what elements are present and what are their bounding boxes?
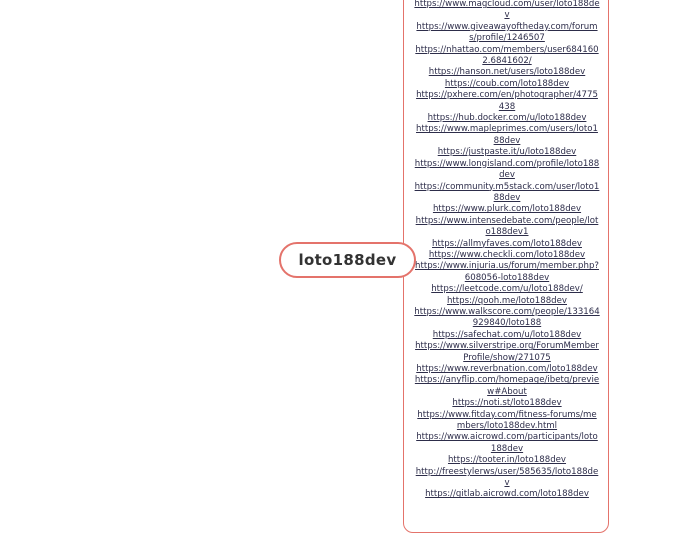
- link-item[interactable]: https://www.checkli.com/loto188dev: [428, 249, 586, 260]
- link-item[interactable]: https://noti.st/loto188dev: [452, 398, 562, 409]
- link-item[interactable]: https://www.magcloud.com/user/loto188dev: [414, 0, 600, 21]
- central-topic[interactable]: [279, 242, 416, 278]
- link-item[interactable]: https://community.m5stack.com/user/loto188dev: [414, 181, 600, 203]
- link-item[interactable]: https://www.reverbnation.com/loto188dev: [416, 364, 598, 374]
- link-item[interactable]: https://hub.docker.com/u/loto188dev: [427, 113, 587, 124]
- link-item[interactable]: https://allmyfaves.com/loto188dev: [432, 238, 582, 249]
- link-item[interactable]: https://www.plurk.com/loto188dev: [432, 204, 582, 215]
- link-item[interactable]: https://leetcode.com/u/loto188dev/: [431, 284, 583, 295]
- link-item[interactable]: https://www.intensedebate.com/people/loto188dev1: [415, 215, 599, 238]
- link-item[interactable]: https://qooh.me/loto188dev: [446, 295, 567, 306]
- link-item[interactable]: https://hanson.net/users/loto188dev: [428, 67, 586, 78]
- link-item[interactable]: http://freestylerws/user/585635/loto188dev: [415, 466, 599, 489]
- link-item[interactable]: https://www.aicrowd.com/participants/loto188dev: [416, 432, 598, 454]
- link-item[interactable]: https://gitlab.aicrowd.com/loto188dev: [425, 489, 589, 500]
- central-topic-label: loto188dev: [298, 251, 397, 269]
- link-item[interactable]: https://www.silverstripe.org/ForumMemberProfile/show/271075: [415, 341, 599, 363]
- link-item[interactable]: https://nhattao.com/members/user6841602.6841602/: [415, 44, 599, 67]
- link-item[interactable]: https://www.fitday.com/fitness-forums/members/loto188dev.html: [417, 409, 597, 432]
- link-item[interactable]: https://www.injuria.us/forum/member.php?608056-loto188dev: [415, 261, 599, 283]
- link-item[interactable]: https://anyflip.com/homepage/ibetq/preview#About: [414, 375, 600, 397]
- link-item[interactable]: https://www.walkscore.com/people/133164929840/loto188: [414, 306, 600, 329]
- link-item[interactable]: https://safechat.com/u/loto188dev: [432, 329, 582, 340]
- link-item[interactable]: https://www.giveawayoftheday.com/forums/profile/1246507: [416, 21, 598, 44]
- link-item[interactable]: https://www.longisland.com/profile/loto188dev: [414, 158, 600, 181]
- link-item[interactable]: https://pxhere.com/en/photographer/4775438: [416, 90, 598, 112]
- links-topic-text: [414, 0, 600, 501]
- link-item[interactable]: https://coub.com/loto188dev: [444, 78, 570, 89]
- link-item[interactable]: https://justpaste.it/u/loto188dev: [437, 147, 577, 158]
- link-item[interactable]: https://www.mapleprimes.com/users/loto188dev: [416, 124, 598, 146]
- link-item[interactable]: https://tooter.in/loto188dev: [447, 455, 567, 466]
